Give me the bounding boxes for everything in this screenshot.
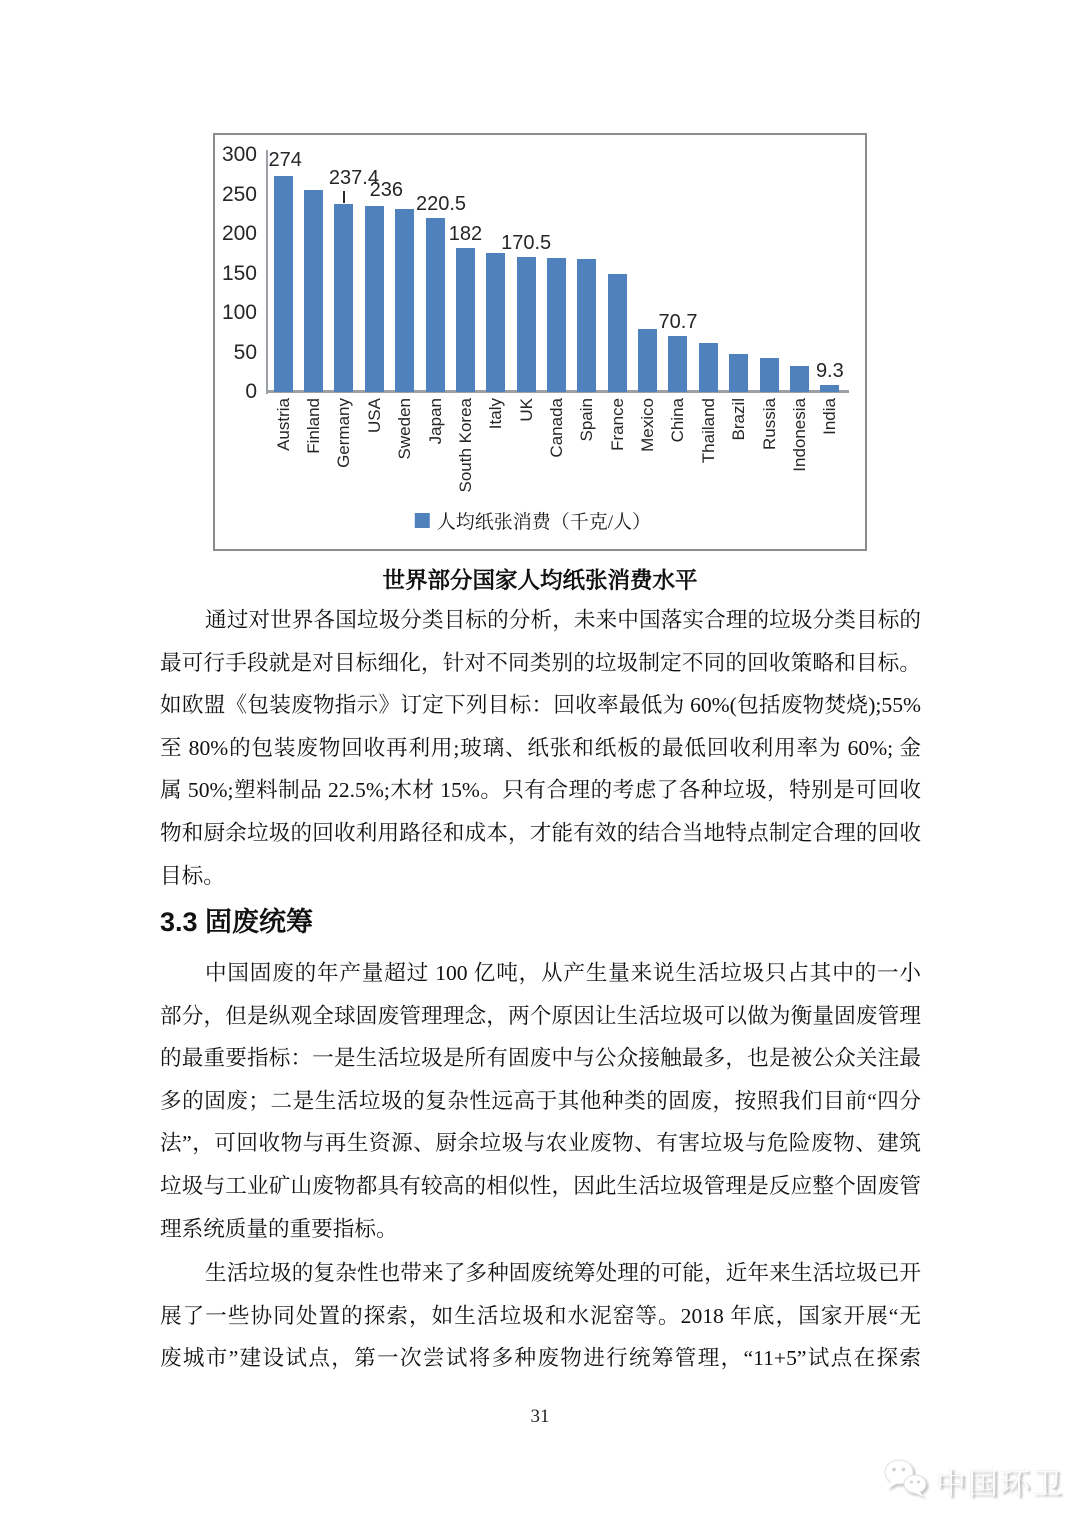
bar-value-label: 182 bbox=[448, 223, 483, 246]
text-line: 多的固废；二是生活垃圾的复杂性远高于其他种类的固废，按照我们目前“四分 bbox=[160, 1088, 921, 1113]
label-leader-tick bbox=[343, 191, 345, 203]
text-line: 的最重要指标：一是生活垃圾是所有固废中与公众接触最多，也是被公众关注最 bbox=[160, 1046, 921, 1071]
y-axis-tick-label: 50 bbox=[233, 340, 257, 364]
text-line: 理系统质量的重要指标。 bbox=[160, 1216, 398, 1241]
text-line: 废城市”建设试点，第一次尝试将多种废物进行统筹管理，“11+5”试点在探索 bbox=[160, 1346, 921, 1371]
bar-value-label: 236 bbox=[369, 178, 403, 201]
bar bbox=[334, 204, 353, 392]
bar-value-label: 237.4 bbox=[328, 167, 379, 190]
y-axis-tick-label: 300 bbox=[221, 143, 257, 166]
bar bbox=[395, 209, 414, 392]
text-line: 部分，但是纵观全球固废管理理念，两个原因让生活垃圾可以做为衡量固废管理 bbox=[160, 1003, 921, 1028]
bar bbox=[365, 206, 384, 392]
bar bbox=[790, 366, 809, 392]
bar-value-label: 70.7 bbox=[658, 311, 698, 334]
bar bbox=[820, 385, 839, 392]
bar bbox=[456, 248, 475, 392]
bar bbox=[638, 329, 657, 392]
text-line: 如欧盟《包装废物指示》订定下列目标：回收率最低为 60%(包括废物焚烧);55% bbox=[160, 693, 921, 718]
bar bbox=[729, 354, 748, 392]
watermark-text: 中国环卫 bbox=[936, 1467, 1064, 1501]
chart-caption: 世界部分国家人均纸张消费水平 bbox=[382, 568, 698, 593]
paragraph-1 bbox=[160, 599, 921, 897]
text-line: 中国固废的年产量超过 100 亿吨，从产生量来说生活垃圾只占其中的一小 bbox=[205, 961, 921, 985]
text-line: 至 80%的包装废物回收再利用;玻璃、纸张和纸板的最低回收利用率为 60%; 金 bbox=[160, 735, 921, 760]
wechat-logo-icon bbox=[882, 1458, 928, 1503]
bar-value-label: 220.5 bbox=[416, 192, 467, 215]
text-line: 目标。 bbox=[160, 863, 225, 888]
text-line: 展了一些协同处置的探索，如生活垃圾和水泥窑等。2018 年底，国家开展“无 bbox=[160, 1303, 921, 1328]
text-line: 通过对世界各国垃圾分类目标的分析，未来中国落实合理的垃圾分类目标的 bbox=[205, 608, 921, 632]
bar bbox=[760, 358, 779, 392]
section-heading: 3.3 固废统筹 bbox=[160, 907, 314, 937]
wechat-watermark bbox=[882, 1458, 1064, 1503]
y-axis-tick-label: 150 bbox=[221, 261, 257, 285]
paper-consumption-chart: Austria 274 Finland Germany 237.4 USA 236 Sweden Japan 220.5 South Korea 182 Italy UK 170.5 Canada Spain France Mexico China 70.7 Thailand Brazil Russia Indonesia India 9.3 人均纸张消费（千克/人） 0 50 100 150 200 250 300 bbox=[213, 133, 867, 551]
bar-value-label: 9.3 bbox=[815, 359, 844, 382]
bar bbox=[304, 190, 323, 392]
bar bbox=[668, 336, 687, 392]
bar bbox=[426, 218, 445, 392]
page-number: 31 bbox=[530, 1406, 550, 1427]
y-axis-tick-label: 200 bbox=[221, 222, 257, 245]
y-axis-tick-label: 100 bbox=[221, 301, 257, 324]
text-line: 法”，可回收物与再生资源、厨余垃圾与农业废物、有害垃圾与危险废物、建筑 bbox=[160, 1131, 921, 1156]
text-line: 属 50%;塑料制品 22.5%;木材 15%。只有合理的考虑了各种垃圾，特别是可回收 bbox=[160, 778, 921, 803]
text-line: 最可行手段就是对目标细化，针对不同类别的垃圾制定不同的回收策略和目标。 bbox=[160, 650, 921, 675]
bar bbox=[699, 343, 718, 392]
text-line: 物和厨余垃圾的回收利用路径和成本，才能有效的结合当地特点制定合理的回收 bbox=[160, 820, 921, 845]
paragraph-3 bbox=[160, 1252, 921, 1380]
y-axis-tick-label: 0 bbox=[245, 380, 257, 403]
bar bbox=[486, 253, 505, 392]
legend-swatch-icon bbox=[415, 513, 430, 528]
bar bbox=[608, 274, 627, 393]
bar-value-label: 170.5 bbox=[501, 232, 552, 255]
text-line: 垃圾与工业矿山废物都具有较高的相似性，因此生活垃圾管理是反应整个固废管 bbox=[160, 1173, 921, 1198]
legend-label: 人均纸张消费（千克/人） bbox=[436, 512, 652, 533]
bar bbox=[547, 258, 566, 392]
paragraph-2 bbox=[160, 952, 921, 1250]
bar bbox=[577, 259, 596, 392]
bar bbox=[517, 257, 536, 392]
y-axis-tick-label: 250 bbox=[221, 182, 257, 206]
chart-y-axis-line bbox=[266, 150, 268, 394]
chart-legend bbox=[415, 507, 651, 534]
bar-value-label: 274 bbox=[268, 148, 302, 171]
text-line: 生活垃圾的复杂性也带来了多种固废统筹处理的可能，近年来生活垃圾已开 bbox=[205, 1261, 921, 1285]
bar bbox=[274, 176, 293, 392]
